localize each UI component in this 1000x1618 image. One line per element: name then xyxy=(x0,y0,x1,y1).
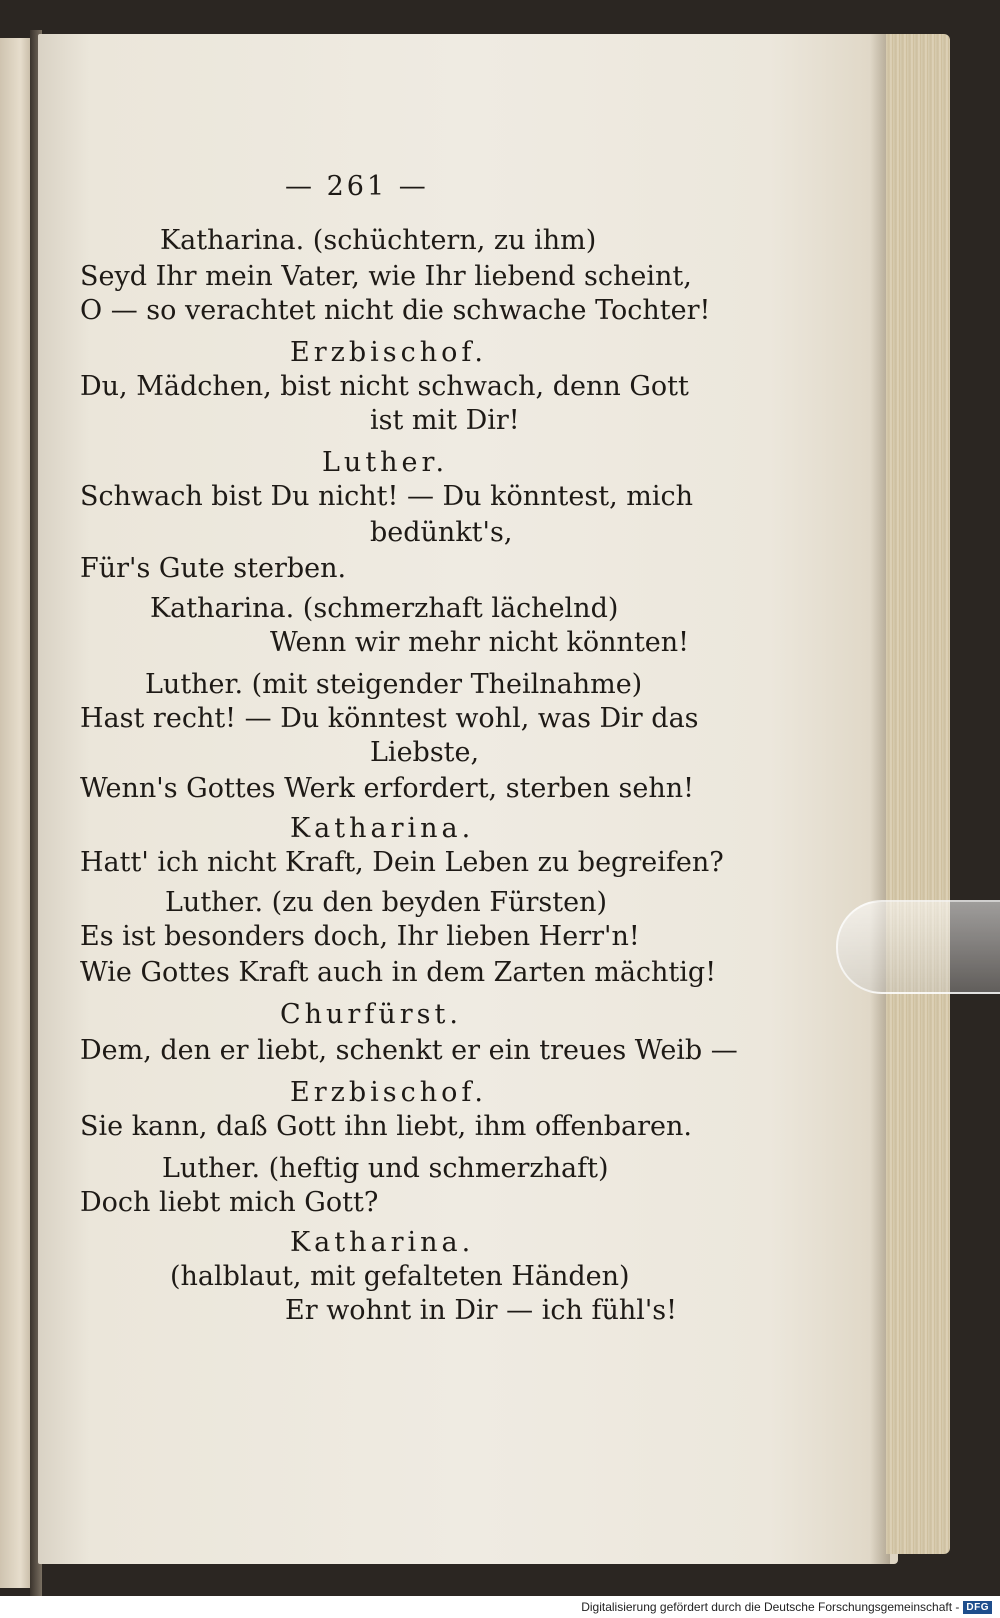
verse-line: Seyd Ihr mein Vater, wie Ihr liebend scheint, xyxy=(80,261,692,292)
verse-line: Wenn's Gottes Werk erfordert, sterben sehn! xyxy=(80,773,694,804)
credit-text: Digitalisierung gefördert durch die Deutsche Forschungsgemeinschaft - xyxy=(581,1600,960,1614)
stage-line: Luther. (heftig und schmerzhaft) xyxy=(162,1153,609,1184)
verse-line: bedünkt's, xyxy=(370,517,513,548)
speaker-name: Erzbischof. xyxy=(290,1077,487,1108)
stage-direction: (halblaut, mit gefalteten Händen) xyxy=(170,1261,630,1292)
verse-line: Hatt' ich nicht Kraft, Dein Leben zu begreifen? xyxy=(80,847,724,878)
verse-line: Du, Mädchen, bist nicht schwach, denn Gott xyxy=(80,371,689,402)
verse-line: Wie Gottes Kraft auch in dem Zarten mächtig! xyxy=(80,957,717,988)
stage-line: Katharina. (schmerzhaft lächelnd) xyxy=(150,593,619,624)
speaker-name: Katharina. xyxy=(290,813,475,844)
left-page-edge xyxy=(0,38,34,1588)
speaker-name: Churfürst. xyxy=(280,999,462,1030)
verse-line: ist mit Dir! xyxy=(370,405,520,436)
verse-line: Es ist besonders doch, Ihr lieben Herr'n! xyxy=(80,921,640,952)
verse-line: Er wohnt in Dir — ich fühl's! xyxy=(285,1295,678,1326)
glass-page-holder xyxy=(836,900,1000,994)
speaker-name: Luther. xyxy=(322,447,449,478)
speaker-name: Erzbischof. xyxy=(290,337,487,368)
verse-line: Hast recht! — Du könntest wohl, was Dir das xyxy=(80,703,699,734)
stage-line: Luther. (zu den beyden Fürsten) xyxy=(165,887,607,918)
verse-line: Schwach bist Du nicht! — Du könntest, mich xyxy=(80,481,693,512)
page-stack-edges xyxy=(886,34,950,1554)
verse-line: Für's Gute sterben. xyxy=(80,553,347,584)
speaker-name: Katharina. xyxy=(290,1227,475,1258)
digitization-credit xyxy=(581,1598,992,1616)
verse-line: Dem, den er liebt, schenkt er ein treues Weib — xyxy=(80,1035,738,1066)
verse-line: Doch liebt mich Gott? xyxy=(80,1187,379,1218)
verse-line: Sie kann, daß Gott ihn liebt, ihm offenbaren. xyxy=(80,1111,692,1142)
dfg-logo: DFG xyxy=(963,1601,992,1614)
stage-line: Luther. (mit steigender Theilnahme) xyxy=(145,669,643,700)
verse-line: Liebste, xyxy=(370,737,480,768)
verse-line: O — so verachtet nicht die schwache Tochter! xyxy=(80,295,711,326)
verse-line: Wenn wir mehr nicht könnten! xyxy=(270,627,690,658)
page-number: — 261 — xyxy=(285,171,429,202)
stage-line: Katharina. (schüchtern, zu ihm) xyxy=(160,225,597,256)
